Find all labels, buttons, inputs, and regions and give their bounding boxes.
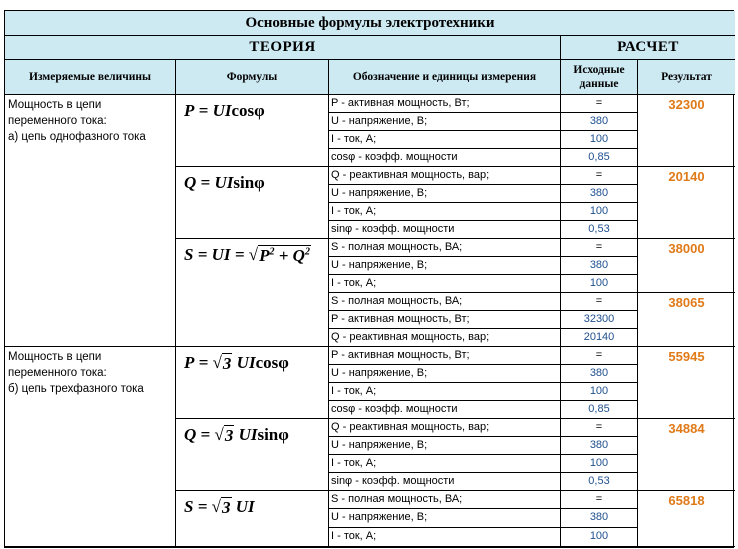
input-data-cell[interactable]: 380 (561, 257, 638, 275)
designation-cell: U - напряжение, В; (329, 509, 561, 528)
formula-symbol: cos (255, 353, 279, 372)
sqrt-icon: √ (248, 245, 259, 264)
sqrt-icon: √ (212, 353, 222, 372)
formula-symbol: UI (212, 101, 232, 120)
formula-symbol: UI (235, 497, 255, 516)
header-designation: Обозначение и единицы измерения (329, 60, 561, 95)
formula-symbol: P (184, 353, 195, 372)
formula-symbol: φ (278, 353, 289, 372)
input-data-cell[interactable]: = (561, 167, 638, 185)
formula-symbol: cos (231, 101, 255, 120)
formula-symbol: P (184, 101, 195, 120)
input-data-cell[interactable]: = (561, 347, 638, 365)
formula-s-three (176, 491, 329, 547)
designation-cell: I - ток, А; (329, 131, 561, 149)
formula-symbol: P (259, 246, 270, 265)
input-data-cell[interactable]: 100 (561, 275, 638, 293)
exponent: 2 (304, 246, 310, 258)
designation-cell: P - активная мощность, Вт; (329, 311, 561, 329)
designation-cell: Q - реактивная мощность, вар; (329, 419, 561, 437)
header-result: Результат (638, 60, 735, 95)
formula-table (4, 10, 734, 548)
input-data-cell[interactable]: 0,53 (561, 473, 638, 491)
section-theory: ТЕОРИЯ (5, 36, 561, 60)
formula-symbol: φ (278, 425, 289, 444)
input-data-cell[interactable]: 380 (561, 365, 638, 383)
quantity-three-phase: Мощность в цепи переменного тока: б) цепь трехфазного тока (5, 347, 176, 547)
formula-symbol: Q (292, 246, 305, 265)
section-calc: РАСЧЕТ (561, 36, 735, 60)
result-cell[interactable]: 34884 (638, 419, 735, 491)
designation-cell: sinφ - коэфф. мощности (329, 221, 561, 239)
formula-symbol: = (200, 425, 211, 444)
radicand: 3 (224, 426, 234, 445)
formula-symbol: φ (254, 173, 265, 192)
input-data-cell[interactable]: = (561, 293, 638, 311)
input-data-cell[interactable]: 100 (561, 455, 638, 473)
formula-symbol: S (184, 497, 194, 516)
formula-symbol: UI (236, 353, 256, 372)
formula-symbol: = (234, 245, 245, 264)
formula-symbol: UI (211, 245, 231, 264)
input-data-cell[interactable]: = (561, 239, 638, 257)
formula-symbol: + (278, 246, 289, 265)
formula-symbol: = (200, 173, 211, 192)
input-data-cell[interactable]: 100 (561, 131, 638, 149)
designation-cell: I - ток, А; (329, 528, 561, 547)
header-input: Исходные данные (561, 60, 638, 95)
formula-symbol: sin (233, 173, 255, 192)
designation-cell: U - напряжение, В; (329, 257, 561, 275)
result-cell[interactable]: 55945 (638, 347, 735, 419)
input-data-cell[interactable]: = (561, 95, 638, 113)
radicand: 3 (222, 498, 231, 517)
formula-symbol: Q (184, 173, 197, 192)
result-cell[interactable]: 38065 (638, 293, 735, 347)
designation-cell: sinφ - коэфф. мощности (329, 473, 561, 491)
input-data-cell[interactable]: = (561, 491, 638, 509)
designation-cell: I - ток, А; (329, 455, 561, 473)
formula-symbol: = (197, 497, 208, 516)
input-data-cell[interactable]: 100 (561, 203, 638, 221)
input-data-cell[interactable]: 32300 (561, 311, 638, 329)
input-data-cell[interactable]: 100 (561, 383, 638, 401)
formula-p-single (176, 95, 329, 167)
designation-cell: S - полная мощность, ВА; (329, 491, 561, 509)
sqrt-icon: √ (211, 497, 221, 516)
input-data-cell[interactable]: 380 (561, 437, 638, 455)
formula-q-three (176, 419, 329, 491)
formula-symbol: = (197, 245, 208, 264)
designation-cell: P - активная мощность, Вт; (329, 95, 561, 113)
formula-symbol: S (184, 245, 194, 264)
formula-symbol: = (198, 101, 209, 120)
formula-symbol: φ (254, 101, 265, 120)
designation-cell: U - напряжение, В; (329, 365, 561, 383)
input-data-cell[interactable]: 0,85 (561, 149, 638, 167)
designation-cell: Q - реактивная мощность, вар; (329, 167, 561, 185)
result-cell[interactable]: 32300 (638, 95, 735, 167)
designation-cell: U - напряжение, В; (329, 185, 561, 203)
input-data-cell[interactable]: 380 (561, 113, 638, 131)
radicand: 3 (222, 354, 232, 373)
designation-cell: S - полная мощность, ВА; (329, 293, 561, 311)
designation-cell: cosφ - коэфф. мощности (329, 401, 561, 419)
formula-symbol: UI (238, 425, 258, 444)
designation-cell: cosφ - коэфф. мощности (329, 149, 561, 167)
result-cell[interactable]: 20140 (638, 167, 735, 239)
designation-cell: U - напряжение, В; (329, 437, 561, 455)
input-data-cell[interactable]: 0,53 (561, 221, 638, 239)
result-cell[interactable]: 38000 (638, 239, 735, 293)
formula-s-single (176, 239, 329, 347)
formula-p-three (176, 347, 329, 419)
table-title: Основные формулы электротехники (5, 11, 735, 36)
exponent: 2 (269, 246, 275, 258)
formula-symbol: UI (214, 173, 234, 192)
sqrt-icon: √ (214, 425, 224, 444)
quantity-single-phase: Мощность в цепи переменного тока: а) цепь однофазного тока (5, 95, 176, 347)
result-cell[interactable]: 65818 (638, 491, 735, 547)
formula-symbol: = (198, 353, 209, 372)
designation-cell: I - ток, А; (329, 203, 561, 221)
designation-cell: Q - реактивная мощность, вар; (329, 329, 561, 347)
input-data-cell[interactable]: 20140 (561, 329, 638, 347)
radicand (258, 245, 311, 266)
input-data-cell[interactable]: 100 (561, 528, 638, 547)
input-data-cell[interactable]: 0,85 (561, 401, 638, 419)
designation-cell: I - ток, А; (329, 275, 561, 293)
input-data-cell[interactable]: = (561, 419, 638, 437)
header-quantity: Измеряемые величины (5, 60, 176, 95)
designation-cell: I - ток, А; (329, 383, 561, 401)
formula-q-single (176, 167, 329, 239)
input-data-cell[interactable]: 380 (561, 185, 638, 203)
formula-symbol: sin (257, 425, 279, 444)
designation-cell: S - полная мощность, ВА; (329, 239, 561, 257)
designation-cell: P - активная мощность, Вт; (329, 347, 561, 365)
input-data-cell[interactable]: 380 (561, 509, 638, 528)
header-formula: Формулы (176, 60, 329, 95)
designation-cell: U - напряжение, В; (329, 113, 561, 131)
formula-symbol: Q (184, 425, 197, 444)
